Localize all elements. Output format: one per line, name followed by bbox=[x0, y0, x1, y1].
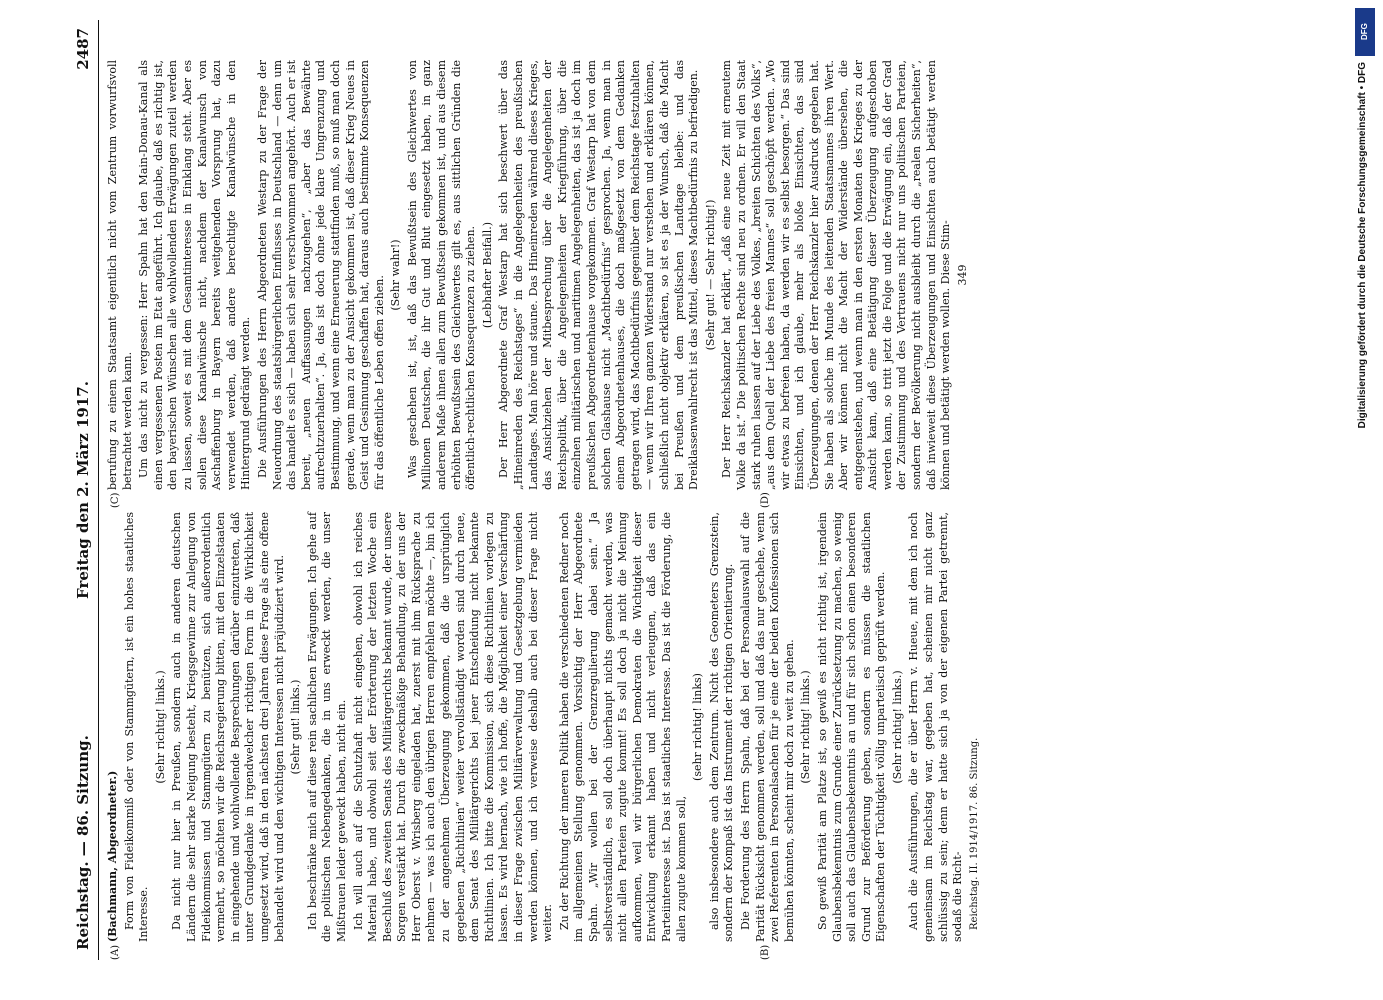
header-date: Freitag den 2. März 1917. bbox=[74, 381, 92, 599]
dfg-logo: DFG bbox=[1355, 8, 1375, 56]
header-session: Reichstag. — 86. Sitzung. bbox=[74, 735, 92, 950]
paragraph: Da nicht nur hier in Preußen, sondern auch in anderen deutschen Ländern die sehr starke Neigung besteht, Kriegsgewinne zur Anlegung von Fideikommissen und Stammgütern zu benützen, sich außerordentlich vermehrt, so möchten wir die Reichsregierung bitten, mit den Einzelstaaten in eingehende und wohlwollende Besprechungen darüber einzutreten, daß unter Grundgedanke in irgendwelcher richtigen Form in die Wirklichkeit umgesetzt wird, daß in den nächsten drei Jahren diese Frage als eine offene behandelt wird und den wichtigen Interessen nicht präjudiziert wird. bbox=[170, 512, 286, 942]
header-page-number: 2487 bbox=[74, 28, 92, 70]
reaction-note: (Sehr richtig! links.) bbox=[890, 670, 904, 784]
paragraph: Die Forderung des Herrn Spahn, daß bei der Personalauswahl auf die Parität Rücksicht genommen werden, soll und daß das nur geschehe, wenn zwei Referenten in Personalsachen für je eine der beiden Konfessionen sich bemühen könnten, scheint mir doch zu weit zu gehen. bbox=[738, 512, 796, 942]
paragraph: also insbesondere auch dem Zentrum. Nicht des Geometers Grenzstein, sondern der Kompaß ist das Instrument der richtigen Orientierung. bbox=[707, 512, 736, 942]
sheet-mark: 349 bbox=[955, 264, 969, 286]
paragraph: Um das nicht zu vergessen: Herr Spahn hat den Main-Donau-Kanal als einen vergessenen Posten im Etat angeführt. Ich glaube, daß es richtig ist, den bayerischen Wünschen alle wohlwollenden Erwägungen zuteil werden zu lassen, soweit es mit dem Gesamtinteresse in Einklang steht. Aber es sollen diese Kanalwünsche nicht, nachdem der Kanalwunsch von Aschaffenburg in Bayern bereits weitgehenden Vorsprung hat, dazu verwendet werden, daß andere berechtigte Kanalwünsche in den Hintergrund gedrängt werden. bbox=[137, 60, 253, 490]
paragraph: Form von Fideikommiß oder von Stammgütern, ist ein hohes staatliches Interesse. bbox=[122, 512, 151, 942]
paragraph: So gewiß Parität am Platze ist, so gewiß es nicht richtig ist, irgendein Glaubensbekenntnis zum Grunde einer Zurücksetzung zu machen, so wenig soll auch das Glaubensbekenntnis an und für sich schon einen besonderen Grund zur Beförderung geben, sondern es müssen die staatlichen Eigenschaften der Tüchtigkeit völlig unparteiisch geprüft werden. bbox=[815, 512, 888, 942]
reaction-note: (Lebhafter Beifall.) bbox=[480, 221, 494, 329]
signature-line: Reichstag. II. 1914/1917. 86. Sitzung. bbox=[968, 737, 980, 930]
paragraph: Der Herr Reichskanzler hat erklärt, „daß eine neue Zeit mit erneutem Volke da ist.“ Die politischen Rechte sind neu zu ordnen. Er will den Staat stark ruhen lassen auf der Liebe des Volkes, „breiten Schichten des Volks“, „aus dem Quell der Liebe des freien Mannes“ soll geschöpft werden. „Wo wir etwas zu befreien haben, da werden wir es selbst besorgen.“ Das sind Einsichten, und ich glaube, mehr als bloße Einsichten, das sind Überzeugungen, denen der Herr Reichskanzler hier Ausdruck gegeben hat. Sie haben als solche im Munde des leitenden Staatsmannes ihren Wert. Aber wir können nicht die Macht der Widerstände übersehen, die entgegenstehen, und wenn man in den ersten Monaten des Krieges zu der Ansicht kam, daß eine Betätigung dieser Überzeugung aufgeschoben werden kann, so tritt jetzt die Folge und die Erwägung ein, daß der Grad der Zustimmung und des Vertrauens nicht nur uns politischen Parteien, sondern der Bevölkerung nicht ausbleibt durch die „realen Sicherheiten“, daß inwieweit diese Überzeugungen und Einsichten auch betätigt werden können und betätigt werden wollen. Diese Stim- bbox=[720, 60, 953, 490]
paragraph: Auch die Ausführungen, die er über Herrn v. Hueue, mit dem ich noch gemeinsam im Reichstag war, gegeben hat, scheinen mir nicht ganz schlüssig zu sein; denn er hatte sich ja von der eigenen Partei getrennt, sodaß die Richt- bbox=[907, 512, 965, 942]
reaction-note: (Sehr richtig! links.) bbox=[799, 670, 813, 784]
margin-marker-a: (A) bbox=[110, 944, 121, 960]
right-text-column bbox=[106, 60, 972, 490]
rotated-newspaper-page bbox=[70, 20, 1360, 960]
margin-marker-c: (C) bbox=[110, 492, 121, 508]
paragraph: Die Ausführungen des Herrn Abgeordneten Westarp zu der Frage der Neuordnung des staatsbürgerlichen Einflusses in Deutschland — denn um das handelt es sich — haben sich sehr verschwommen angehört. Auch er ist bereit, „neuen Auffassungen nachzugehen“, „aber das Bewährte aufrechtzuerhalten“. Ja, das ist doch ohne jede klare Umgrenzung und Bestimmung, und wenn eine Erneuerung stattfinden muß, so muß man doch gerade, wenn man zu der Ansicht gekommen ist, daß dieser Krieg Neues in Geist und Gesinnung geschaffen hat, daraus auch bestimmte Konsequenzen für das öffentliche Leben offen ziehen. bbox=[255, 60, 386, 490]
reaction-note: (Sehr wahr!) bbox=[389, 239, 403, 311]
paragraph: Ich will auch auf die Schutzhaft nicht eingehen, obwohl ich reiches Material habe, und obwohl seit der Erörterung der letzten Woche ein Beschluß des zweiten Senats des Militärgerichts bekannt wurde, der unsere Sorgen verstärkt hat. Durch die zweckmäßige Behandlung, zu der uns der Herr Oberst v. Wrisberg eingeladen hat, zuerst mit ihm Rücksprache zu nehmen — was ich auch den übrigen Herren empfehlen möchte —, bin ich zu der angenehmen Überzeugung gekommen, daß die ursprünglich gegebenen „Richtlinien“ weiter vervollständigt worden sind durch neue, dem Senat des Militärgerichts bei jener Entscheidung nicht bekannte Richtlinien. Ich bitte die Kommission, sich diese Richtlinien vorlegen zu lassen. Es wird hernach, wie ich hoffe, die Möglichkeit einer Verschärfung in dieser Frage zwischen Militärverwaltung und Gesetzgebung vermieden werden können, und ich verweise deshalb auch bei dieser Frage nicht weiter. bbox=[351, 512, 555, 942]
reaction-note: (sehr richtig! links) bbox=[691, 673, 705, 781]
paragraph: Ich beschränke mich auf diese rein sachlichen Erwägungen. Ich gehe auf die politischen Nebengedanken, die in uns erweckt werden, die unser Mißtrauen leider geweckt haben, nicht ein. bbox=[305, 512, 348, 942]
credit-text: Digitalisierung gefördert durch die Deutsche Forschungsgemeinschaft • DFG bbox=[1357, 62, 1368, 429]
reaction-note: (Sehr gut! links.) bbox=[289, 679, 303, 775]
reaction-note: (Sehr gut! — Sehr richtig!) bbox=[703, 199, 717, 351]
paragraph: Was geschehen ist, ist, daß das Bewußtsein des Gleichwertes von Millionen Deutschen, die ihr Gut und Blut eingesetzt haben, in ganz anderem Maße ihnen allen zum Bewußtsein gekommen ist, und aus diesem erhöhten Bewußtsein des Gleichwertes gilt es, aus sittlichen Gründen die öffentlich-rechtlichen Konsequenzen zu ziehen. bbox=[405, 60, 478, 490]
page-header bbox=[70, 20, 99, 960]
paragraph: berufung zu einem Staatsamt eigentlich nicht vom Zentrum vorwurfsvoll betrachtet werden kann. bbox=[106, 60, 134, 490]
speaker-label: (Bachmann, Abgeordneter.) bbox=[106, 770, 119, 942]
digitization-credit bbox=[1352, 8, 1380, 988]
margin-marker-b: (B) bbox=[760, 944, 771, 960]
paragraph: Zu der Richtung der inneren Politik haben die verschiedenen Redner noch im allgemeinen Stellung genommen. Vorsichtig der Herr Abgeordnete Spahn. „Wir wollen bei der Grenzregulierung dabei sein.“ Ja selbstverständlich, es soll doch überhaupt nichts gemacht werden, was nicht allen Parteien zugute kommt! Es soll doch ja nicht die Meinung aufkommen, weil wir bürgerlichen Demokraten die Wichtigkeit dieser Entwicklung erkannt haben und nicht verleugnen, daß das ein Parteiinteresse ist. Das ist staatliches Interesse. Das ist die Förderung, die allen zugute kommen soll, bbox=[557, 512, 688, 942]
reaction-note: (Sehr richtig! links.) bbox=[153, 670, 167, 784]
margin-marker-d: (D) bbox=[760, 492, 771, 508]
left-text-column bbox=[106, 512, 984, 942]
paragraph: Der Herr Abgeordnete Graf Westarp hat sich beschwert über das „Hineinreden des Reichstages“ in die Angelegenheiten des preußischen Landtages. Man höre und staune. Das Hineinreden während dieses Krieges, das Ansichziehen der Mitbesprechung über die Angelegenheiten der Reichspolitik, über die Angelegenheiten der Kriegführung, über die einzelnen militärischen und maritimen Angelegenheiten, das ist ja doch im preußischen Abgeordnetenhause vorgekommen. Graf Westarp hat von dem solchen Glashause nicht „Machtbedürfnis“ gesprochen. Ja, wenn man in einem Abgeordnetenhauses, die doch maßgesetzt von dem Gedanken getragen wird, das Machtbedürfnis gegenüber dem Reichstage festzuhalten — wenn wir Ihren ganzen Widerstand nur verstehen und erklären können, schließlich nicht objektiv erklären, so ist es ja der Wunsch, daß die Macht bei Preußen und dem preußischen Landtage bleibe: und das Dreiklassenwahlrecht ist das Mittel, dieses Machtbedürfnis zu befriedigen. bbox=[497, 60, 701, 490]
